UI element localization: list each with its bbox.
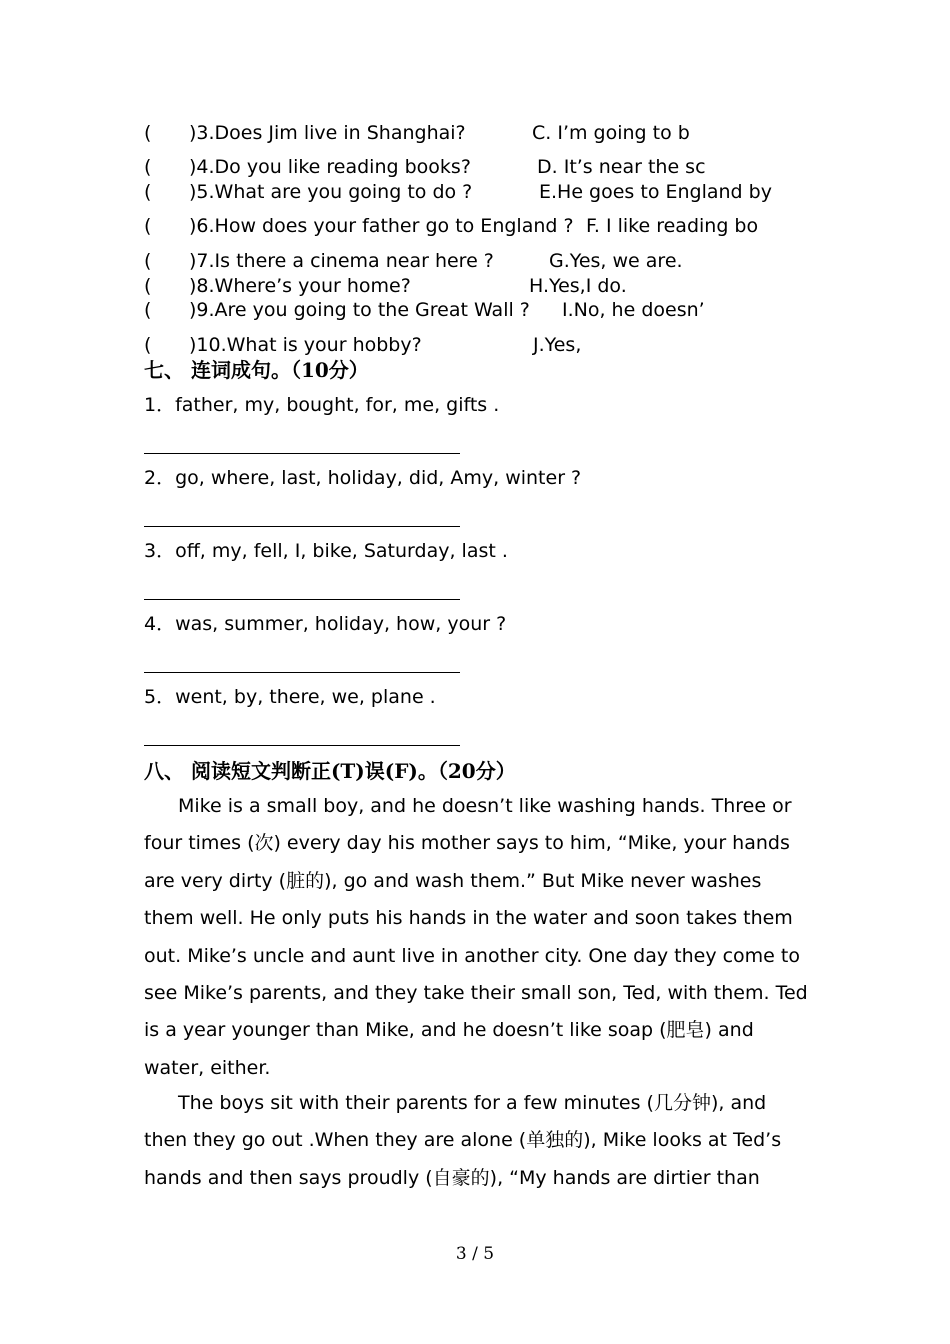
- question-text: )8.Where’s your home?: [189, 275, 411, 297]
- answer-paren: (: [144, 299, 152, 321]
- answer-option: C. I’m going to b: [532, 122, 690, 144]
- question-text: )9.Are you going to the Great Wall ?: [189, 299, 530, 321]
- section-heading: 八、 阅读短文判断正(T)误(F)。（20分）: [144, 759, 516, 783]
- answer-line[interactable]: [144, 526, 460, 527]
- answer-line[interactable]: [144, 599, 460, 600]
- question-text: )5.What are you going to do ?: [189, 181, 473, 203]
- section-heading: 七、 连词成句。（10分）: [144, 358, 369, 382]
- question-text: )3.Does Jim live in Shanghai?: [189, 122, 466, 144]
- sentence-prompt: 2．go, where, last, holiday, did, Amy, winter ?: [144, 467, 582, 489]
- answer-paren: (: [144, 215, 152, 237]
- answer-paren: (: [144, 156, 152, 178]
- question-text: )7.Is there a cinema near here ?: [189, 250, 494, 272]
- question-text: )10.What is your hobby?: [189, 334, 422, 356]
- answer-paren: (: [144, 334, 152, 356]
- reading-paragraph: Mike is a small boy, and he doesn’t like washing hands. Three or four times (次) every day his mother says to him, “Mike, your hands are very dirty (脏的), go and wash them.” But Mike never washes them well. He only puts his hands in the water and soon takes them out. Mike’s uncle and aunt live in another city. One day they come to see Mike’s parents, and they take their small son, Ted, with them. Ted is a year younger than Mike, and he doesn’t like soap (肥皂) and water, either.: [144, 795, 808, 1079]
- answer-paren: (: [144, 275, 152, 297]
- answer-paren: (: [144, 122, 152, 144]
- answer-option: D. It’s near the sc: [537, 156, 706, 178]
- answer-option: E.He goes to England by: [539, 181, 772, 203]
- question-text: )4.Do you like reading books?: [189, 156, 471, 178]
- answer-line[interactable]: [144, 672, 460, 673]
- page-number: 3 / 5: [455, 1244, 495, 1264]
- answer-option: H.Yes,I do.: [529, 275, 627, 297]
- reading-paragraph: The boys sit with their parents for a few minutes (几分钟), and then they go out .When they are alone (单独的), Mike looks at Ted’s hands and then says proudly (自豪的), “My hands are dirtier than: [144, 1092, 782, 1189]
- sentence-prompt: 3．off, my, fell, I, bike, Saturday, last .: [144, 540, 508, 562]
- sentence-prompt: 4．was, summer, holiday, how, your ?: [144, 613, 507, 635]
- sentence-prompt: 1．father, my, bought, for, me, gifts .: [144, 394, 500, 416]
- answer-paren: (: [144, 250, 152, 272]
- answer-option: F. I like reading bo: [586, 215, 759, 237]
- question-text: )6.How does your father go to England ?: [189, 215, 574, 237]
- sentence-prompt: 5．went, by, there, we, plane .: [144, 686, 436, 708]
- answer-option: J.Yes,: [533, 334, 582, 356]
- answer-option: I.No, he doesn’: [562, 299, 705, 321]
- answer-line[interactable]: [144, 745, 460, 746]
- answer-line[interactable]: [144, 453, 460, 454]
- answer-option: G.Yes, we are.: [549, 250, 683, 272]
- answer-paren: (: [144, 181, 152, 203]
